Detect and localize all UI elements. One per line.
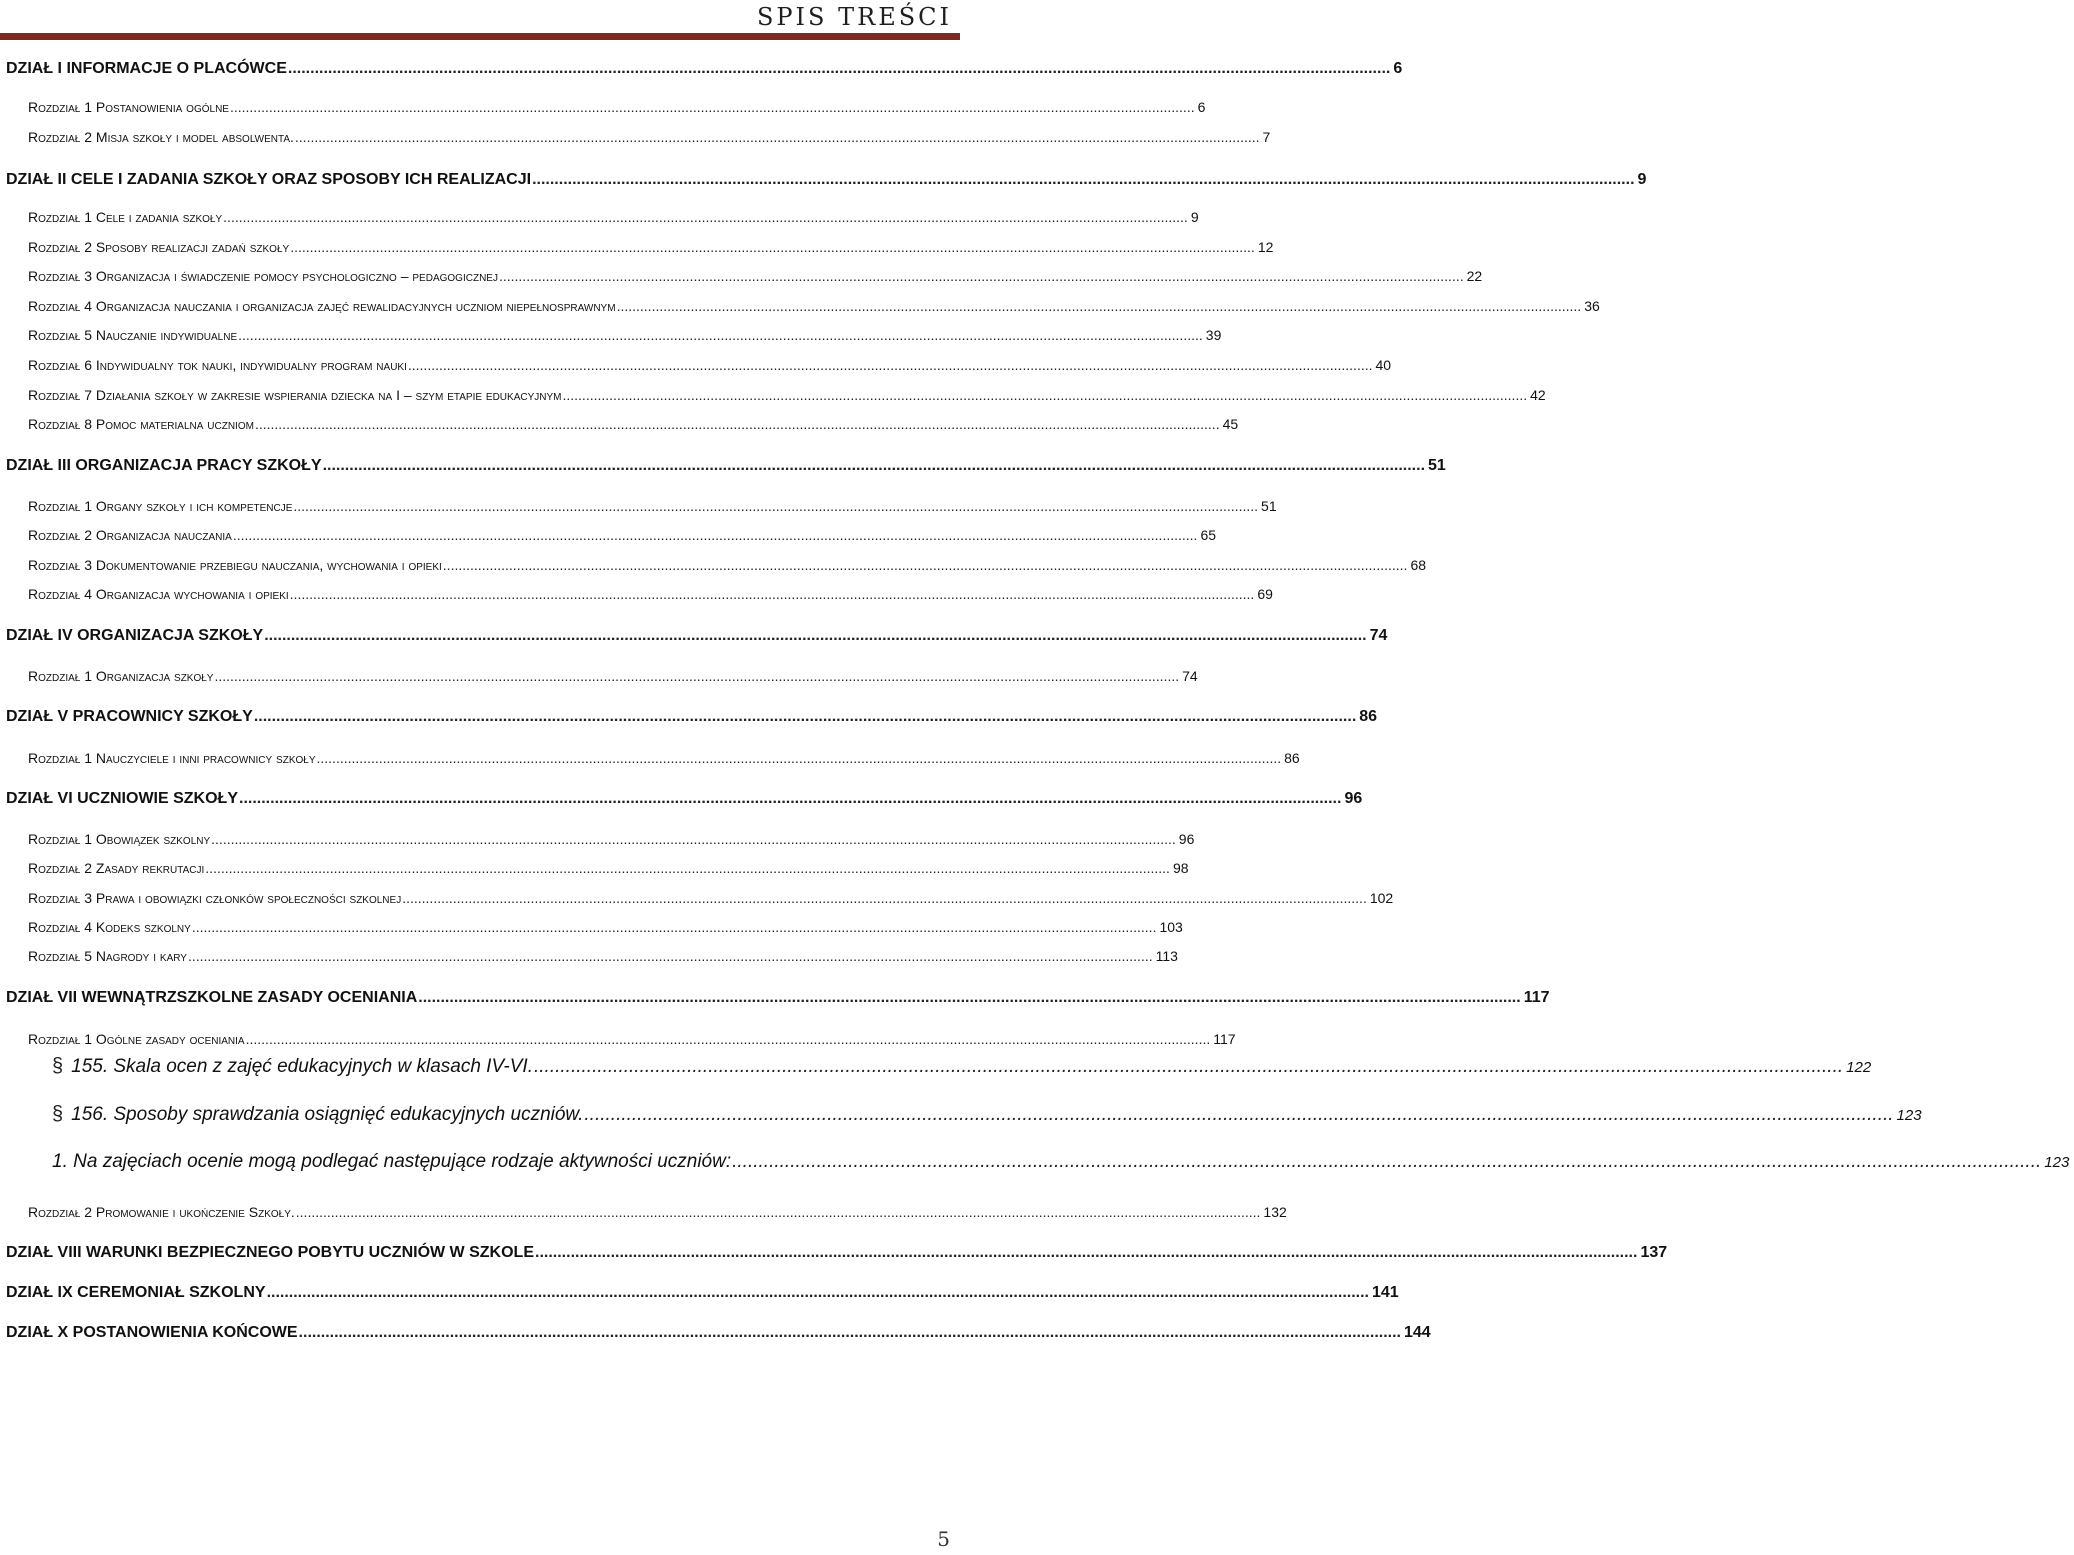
toc-entry-title: 156. Sposoby sprawdzania osiągnięć edukacyjnych uczniów. (71, 1104, 584, 1125)
leader-dots (418, 989, 1520, 1007)
leader-dots (535, 1244, 1637, 1262)
leader-dots (299, 1324, 1401, 1342)
leader-dots (233, 527, 1198, 543)
toc-entry-page: 51 (1261, 498, 1277, 514)
leader-dots (255, 416, 1220, 432)
leader-dots (214, 668, 1179, 684)
toc-entry-page: 7 (1262, 129, 1271, 145)
toc-entry-title: Rozdział 1 Obowiązek szkolny (28, 831, 211, 847)
toc-entry-dzial[interactable] (0, 1244, 1668, 1262)
toc-entry-title: Rozdział 1 Ogólne zasady oceniania (28, 1031, 245, 1047)
toc-entry-title: Rozdział 4 Organizacja wychowania i opieki (28, 586, 289, 602)
toc-entry-rozdzial[interactable] (0, 919, 1183, 935)
page-heading: SPIS TREŚCI (756, 3, 952, 31)
toc-entry-title: Rozdział 1 Organizacja szkoły (28, 668, 214, 684)
toc-entry-rozdzial[interactable] (0, 860, 1189, 876)
toc-entry-rozdzial[interactable] (0, 327, 1222, 343)
toc-entry-page: 96 (1344, 790, 1363, 807)
toc-entry-page: 74 (1369, 627, 1388, 644)
toc-entry-page: 144 (1403, 1324, 1431, 1341)
leader-dots (296, 1204, 1261, 1220)
toc-entry-title: 1. Na zajęciach ocenie mogą podlegać następujące rodzaje aktywności uczniów: (52, 1151, 732, 1172)
toc-entry-page: 86 (1284, 750, 1300, 766)
toc-entry-dzial[interactable] (0, 989, 1550, 1007)
toc-entry-title: Rozdział 6 Indywidualny tok nauki, indywidualny program nauki (28, 357, 407, 373)
toc-entry-rozdzial[interactable] (0, 890, 1394, 906)
toc-entry-page: 117 (1523, 989, 1550, 1006)
toc-entry-page: 39 (1205, 327, 1222, 343)
toc-entry-rozdzial[interactable] (0, 268, 1483, 284)
toc-entry-dzial[interactable] (0, 1284, 1399, 1302)
toc-entry-title: 155. Skala ocen z zajęć edukacyjnych w klasach IV-VI. (71, 1056, 533, 1077)
toc-entry-title: Rozdział 2 Organizacja nauczania (28, 527, 232, 543)
toc-entry-page: 96 (1178, 831, 1195, 847)
toc-entry-rozdzial[interactable] (0, 209, 1199, 225)
toc-entry-page: 141 (1372, 1284, 1399, 1301)
toc-entry-rozdzial[interactable] (0, 298, 1600, 314)
toc-entry-title: DZIAŁ VII WEWNĄTRZSZKOLNE ZASADY OCENIANIA (6, 989, 418, 1006)
toc-entry-rozdzial[interactable] (0, 99, 1206, 115)
toc-entry-page: 42 (1530, 387, 1546, 403)
toc-entry-rozdzial[interactable] (0, 416, 1239, 432)
toc-entry-page: 86 (1359, 708, 1378, 725)
toc-entry-title: Rozdział 1 Postanowienia ogólne (28, 99, 229, 115)
toc-entry-title: DZIAŁ II CELE I ZADANIA SZKOŁY ORAZ SPOSOBY ICH REALIZACJI (6, 171, 532, 188)
toc-entry-title: Rozdział 1 Organy szkoły i ich kompetencje (28, 498, 293, 514)
toc-entry-title: Rozdział 3 Organizacja i świadczenie pomocy psychologiczno – pedagogicznej (28, 268, 498, 284)
toc-entry-title: DZIAŁ I INFORMACJE O PLACÓWCE (6, 60, 287, 77)
leader-dots (230, 99, 1195, 115)
toc-entry-page: 98 (1172, 860, 1189, 876)
toc-entry-rozdzial[interactable] (0, 527, 1217, 543)
leader-dots (323, 457, 1425, 475)
leader-dots (211, 831, 1176, 847)
toc-entry-title: DZIAŁ VIII WARUNKI BEZPIECZNEGO POBYTU UCZNIÓW W SZKOLE (6, 1244, 534, 1261)
leader-dots (317, 750, 1282, 766)
toc-entry-page: 74 (1182, 668, 1198, 684)
toc-entry-dzial[interactable] (0, 171, 1647, 189)
leader-dots (617, 298, 1582, 314)
section-sign-icon: § (52, 1055, 64, 1077)
toc-entry-page: 45 (1222, 416, 1239, 432)
toc-entry-title: Rozdział 5 Nauczanie indywidualne (28, 327, 238, 343)
toc-entry-page: 122 (1846, 1059, 1872, 1076)
leader-dots (408, 357, 1373, 373)
leader-dots (293, 498, 1258, 514)
toc-entry-rozdzial[interactable] (0, 387, 1546, 403)
toc-entry-title: Rozdział 2 Promowanie i ukończenie Szkoły. (28, 1204, 295, 1220)
header-rule (0, 33, 960, 40)
toc-entry-dzial[interactable] (0, 1324, 1431, 1342)
leader-dots (264, 627, 1366, 645)
leader-dots (290, 239, 1255, 255)
toc-entry-title: DZIAŁ V PRACOWNICY SZKOŁY (6, 708, 253, 725)
leader-dots (532, 171, 1634, 189)
toc-entry-title: Rozdział 7 Działania szkoły w zakresie wspierania dziecka na I – szym etapie edukacyjnym (28, 387, 562, 403)
leader-dots (295, 129, 1260, 145)
toc-entry-page: 51 (1428, 457, 1446, 474)
leader-dots (188, 948, 1153, 964)
toc-entry-title: Rozdział 3 Dokumentowanie przebiegu nauczania, wychowania i opieki (28, 557, 442, 573)
toc-entry-page: 9 (1190, 209, 1199, 225)
toc-entry-title: DZIAŁ III ORGANIZACJA PRACY SZKOŁY (6, 457, 322, 474)
leader-dots (205, 860, 1170, 876)
toc-entry-page: 137 (1640, 1244, 1668, 1261)
toc-entry-title: Rozdział 1 Nauczyciele i inni pracownicy szkoły (28, 750, 316, 766)
page-number: 5 (937, 1527, 950, 1551)
toc-entry-title: DZIAŁ VI UCZNIOWIE SZKOŁY (6, 790, 238, 807)
toc-entry-rozdzial[interactable] (0, 129, 1271, 145)
leader-dots (238, 327, 1203, 343)
toc-entry-page: 22 (1466, 268, 1483, 284)
toc-entry-page: 40 (1375, 357, 1392, 373)
toc-entry-page: 113 (1155, 948, 1178, 964)
leader-dots (223, 209, 1188, 225)
leader-dots (267, 1284, 1369, 1302)
toc-entry-page: 12 (1257, 239, 1274, 255)
toc-entry-title: Rozdział 3 Prawa i obowiązki członków społeczności szkolnej (28, 890, 402, 906)
toc-entry-page: 102 (1369, 890, 1394, 906)
toc-entry-page: 36 (1584, 298, 1600, 314)
leader-dots (499, 268, 1464, 284)
toc-entry-title: Rozdział 8 Pomoc materialna uczniom (28, 416, 254, 432)
leader-dots (584, 1104, 1893, 1126)
toc-entry-page: 69 (1257, 586, 1273, 602)
leader-dots (534, 1056, 1843, 1078)
toc-entry-title: DZIAŁ IV ORGANIZACJA SZKOŁY (6, 627, 264, 644)
toc-entry-para[interactable] (0, 1151, 2070, 1173)
toc-entry-title: DZIAŁ X POSTANOWIENIA KOŃCOWE (6, 1324, 298, 1341)
toc-entry-rozdzial[interactable] (0, 586, 1273, 602)
leader-dots (192, 919, 1157, 935)
toc-entry-page: 9 (1637, 171, 1647, 188)
toc-entry-title: Rozdział 1 Cele i zadania szkoły (28, 209, 223, 225)
leader-dots (254, 708, 1356, 726)
toc-entry-dzial[interactable] (0, 790, 1363, 808)
toc-entry-page: 65 (1200, 527, 1217, 543)
toc-entry-title: Rozdział 2 Zasady rekrutacji (28, 860, 205, 876)
toc-entry-dzial[interactable] (0, 708, 1378, 726)
toc-entry-page: 132 (1263, 1204, 1287, 1220)
toc-entry-para[interactable] (0, 1055, 1872, 1078)
toc-entry-dzial[interactable] (0, 627, 1388, 645)
toc-entry-rozdzial[interactable] (0, 1031, 1236, 1047)
toc-entry-rozdzial[interactable] (0, 948, 1178, 964)
leader-dots (443, 557, 1408, 573)
leader-dots (239, 790, 1341, 808)
toc-entry-title: Rozdział 5 Nagrody i kary (28, 948, 187, 964)
toc-entry-page: 6 (1393, 60, 1403, 77)
leader-dots (732, 1151, 2041, 1173)
toc-entry-rozdzial[interactable] (0, 498, 1277, 514)
toc-entry-rozdzial[interactable] (0, 668, 1198, 684)
toc-entry-dzial[interactable] (0, 457, 1446, 475)
toc-entry-rozdzial[interactable] (0, 831, 1195, 847)
toc-entry-para[interactable] (0, 1103, 1922, 1126)
toc-entry-page: 6 (1197, 99, 1206, 115)
toc-entry-title: Rozdział 4 Kodeks szkolny (28, 919, 191, 935)
leader-dots (402, 890, 1367, 906)
toc-entry-title: DZIAŁ IX CEREMONIAŁ SZKOLNY (6, 1284, 266, 1301)
toc-entry-title: Rozdział 2 Misja szkoły i model absolwenta. (28, 129, 294, 145)
leader-dots (246, 1031, 1211, 1047)
leader-dots (562, 387, 1527, 403)
toc-entry-title: Rozdział 4 Organizacja nauczania i organizacja zajęć rewalidacyjnych uczniom niepełnosprawnym (28, 298, 616, 314)
toc-entry-rozdzial[interactable] (0, 1204, 1287, 1220)
toc-entry-rozdzial[interactable] (0, 557, 1427, 573)
toc-entry-dzial[interactable] (0, 60, 1403, 78)
toc-entry-page: 103 (1159, 919, 1183, 935)
toc-entry-title: Rozdział 2 Sposoby realizacji zadań szkoły (28, 239, 290, 255)
toc-entry-page: 68 (1410, 557, 1427, 573)
section-sign-icon: § (52, 1103, 64, 1125)
leader-dots (288, 60, 1390, 78)
toc-entry-page: 117 (1213, 1031, 1236, 1047)
leader-dots (290, 586, 1255, 602)
toc-entry-rozdzial[interactable] (0, 750, 1300, 766)
toc-entry-rozdzial[interactable] (0, 239, 1274, 255)
toc-entry-page: 123 (1896, 1107, 1922, 1124)
toc-entry-rozdzial[interactable] (0, 357, 1392, 373)
toc-entry-page: 123 (2044, 1154, 2070, 1171)
